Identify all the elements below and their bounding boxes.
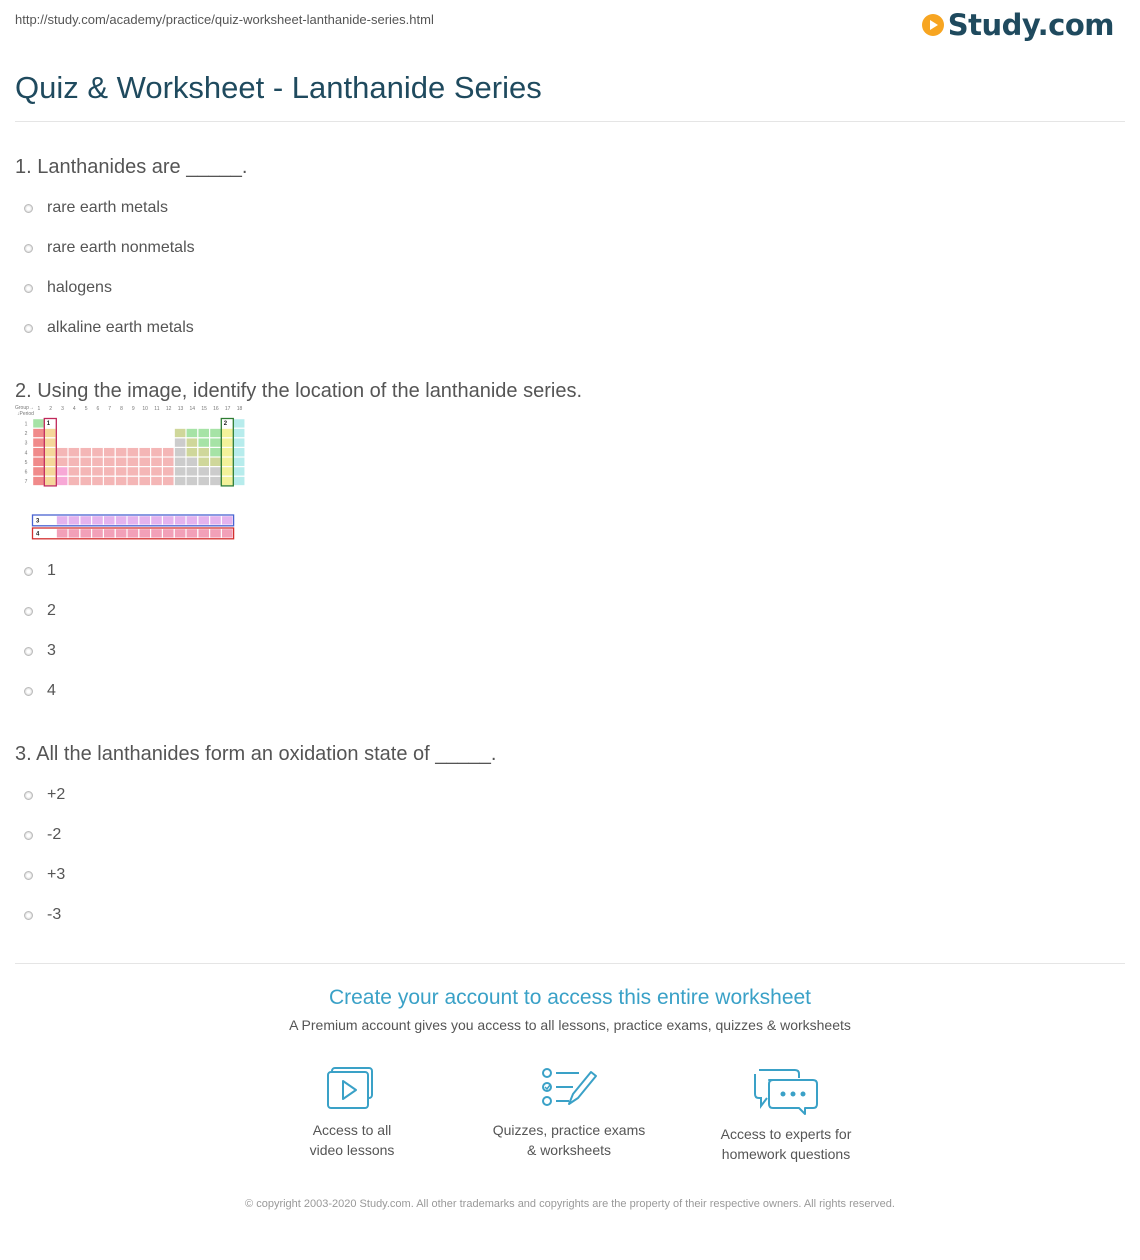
element-cell — [222, 457, 233, 466]
element-cell — [68, 529, 79, 538]
element-cell — [222, 516, 233, 525]
element-cell — [186, 516, 197, 525]
element-cell — [33, 429, 44, 438]
page-url: http://study.com/academy/practice/quiz-worksheet-lanthanide-series.html — [15, 12, 434, 27]
element-cell — [80, 529, 91, 538]
period-label: 7 — [24, 479, 28, 486]
element-cell — [80, 457, 91, 466]
chat-bubbles-icon — [753, 1066, 819, 1116]
element-cell — [92, 448, 103, 457]
option-label: 4 — [47, 682, 56, 699]
group-label: 16 — [213, 406, 219, 412]
element-cell — [163, 457, 174, 466]
copyright-footer: © copyright 2003-2020 Study.com. All other trademarks and copyrights are the property of their respective owners. All rights reserved. — [245, 1198, 895, 1210]
period-header: ↓Period — [17, 411, 34, 417]
option-2-c[interactable] — [24, 631, 56, 671]
feature-line: homework questions — [721, 1146, 851, 1162]
period-label: 4 — [24, 450, 28, 457]
element-cell — [92, 516, 103, 525]
element-cell — [68, 467, 79, 476]
group-label: 7 — [108, 406, 112, 412]
feature-text — [469, 1120, 669, 1160]
element-cell — [116, 477, 127, 486]
group-header: Group→ — [15, 405, 34, 411]
element-cell — [175, 438, 186, 447]
video-lesson-icon — [324, 1066, 380, 1112]
element-cell — [198, 529, 209, 538]
option-1-b[interactable] — [24, 228, 195, 268]
study-logo[interactable] — [922, 8, 1114, 42]
radio-icon[interactable] — [24, 911, 33, 920]
group-label: 2 — [49, 406, 53, 412]
element-cell — [222, 529, 233, 538]
element-cell — [198, 429, 209, 438]
radio-icon[interactable] — [24, 687, 33, 696]
period-label: 3 — [24, 440, 28, 447]
element-cell — [163, 477, 174, 486]
element-cell — [45, 438, 56, 447]
element-cell — [234, 438, 245, 447]
element-cell — [68, 477, 79, 486]
question-2-options — [24, 551, 56, 711]
element-cell — [45, 477, 56, 486]
play-logo-icon — [922, 14, 944, 36]
element-cell — [57, 516, 68, 525]
element-cell — [234, 477, 245, 486]
group-label: 4 — [72, 406, 76, 412]
option-2-d[interactable] — [24, 671, 56, 711]
element-cell — [57, 467, 68, 476]
element-cell — [175, 448, 186, 457]
element-cell — [139, 529, 150, 538]
element-cell — [139, 477, 150, 486]
element-cell — [198, 477, 209, 486]
option-2-b[interactable] — [24, 591, 56, 631]
group-label: 15 — [201, 406, 207, 412]
element-cell — [127, 516, 138, 525]
feature-quizzes — [469, 1066, 669, 1160]
element-cell — [234, 448, 245, 457]
element-cell — [116, 467, 127, 476]
element-cell — [186, 457, 197, 466]
element-cell — [210, 438, 221, 447]
logo-text: Study.com — [947, 8, 1114, 42]
element-cell — [127, 457, 138, 466]
element-cell — [186, 529, 197, 538]
group-label: 13 — [177, 406, 184, 412]
element-cell — [45, 467, 56, 476]
group-label: 3 — [61, 406, 64, 412]
element-cell — [92, 477, 103, 486]
element-cell — [80, 448, 91, 457]
element-cell — [222, 429, 233, 438]
feature-line: Access to all — [312, 1122, 392, 1138]
element-cell — [163, 467, 174, 476]
element-cell — [33, 438, 44, 447]
title-divider — [15, 121, 1125, 122]
question-3: 3. All the lanthanides form an oxidation state of _____. — [15, 743, 497, 765]
option-1-d[interactable] — [24, 308, 195, 348]
element-cell — [127, 448, 138, 457]
element-cell — [186, 438, 197, 447]
element-cell — [210, 457, 221, 466]
group-label: 14 — [189, 406, 196, 412]
element-cell — [175, 477, 186, 486]
option-1-a[interactable] — [24, 188, 195, 228]
group-label: 10 — [142, 406, 148, 412]
option-label: rare earth nonmetals — [47, 239, 195, 256]
element-cell — [80, 516, 91, 525]
element-cell — [175, 516, 186, 525]
element-cell — [186, 467, 197, 476]
element-cell — [163, 529, 174, 538]
element-cell — [57, 457, 68, 466]
element-cell — [68, 516, 79, 525]
element-cell — [127, 477, 138, 486]
element-cell — [92, 467, 103, 476]
group-label: 12 — [165, 406, 172, 412]
cta-title[interactable]: Create your account to access this entire worksheet — [328, 986, 812, 1009]
feature-line: Quizzes, practice exams — [492, 1122, 646, 1138]
element-cell — [210, 516, 221, 525]
element-cell — [234, 419, 245, 428]
option-label: +2 — [47, 786, 66, 803]
group-label: 5 — [84, 406, 88, 412]
element-cell — [57, 477, 68, 486]
group-label: 1 — [37, 406, 41, 412]
element-cell — [151, 448, 162, 457]
option-1-c[interactable] — [24, 268, 195, 308]
option-label: -2 — [47, 826, 62, 843]
marker-label: 4 — [36, 531, 40, 538]
element-cell — [57, 448, 68, 457]
group-label: 9 — [131, 406, 135, 412]
element-cell — [198, 457, 209, 466]
element-cell — [175, 429, 186, 438]
element-cell — [139, 448, 150, 457]
element-cell — [33, 467, 44, 476]
element-cell — [210, 529, 221, 538]
element-cell — [210, 477, 221, 486]
period-label: 1 — [24, 421, 28, 428]
cta-subtitle: A Premium account gives you access to all lessons, practice exams, quizzes & worksheets — [289, 1017, 851, 1033]
element-cell — [57, 529, 68, 538]
element-cell — [80, 467, 91, 476]
element-cell — [116, 529, 127, 538]
element-cell — [151, 457, 162, 466]
radio-icon[interactable] — [24, 791, 33, 800]
option-3-c[interactable] — [24, 855, 65, 895]
radio-icon[interactable] — [24, 204, 33, 213]
element-cell — [222, 438, 233, 447]
element-cell — [175, 457, 186, 466]
element-cell — [222, 467, 233, 476]
element-cell — [92, 457, 103, 466]
element-cell — [163, 516, 174, 525]
element-cell — [186, 448, 197, 457]
element-cell — [210, 448, 221, 457]
option-2-a[interactable] — [24, 551, 56, 591]
element-cell — [175, 467, 186, 476]
element-cell — [33, 457, 44, 466]
group-label: 6 — [96, 406, 100, 412]
period-label: 6 — [24, 469, 28, 476]
feature-text — [686, 1124, 886, 1164]
group-label: 18 — [236, 406, 243, 412]
option-label: rare earth metals — [47, 199, 168, 216]
radio-icon[interactable] — [24, 831, 33, 840]
option-3-a[interactable] — [24, 775, 65, 815]
element-cell — [139, 516, 150, 525]
element-cell — [210, 467, 221, 476]
element-cell — [151, 516, 162, 525]
feature-line: video lessons — [309, 1142, 395, 1158]
feature-experts — [686, 1066, 886, 1164]
element-cell — [151, 467, 162, 476]
option-label: 1 — [47, 562, 56, 579]
question-3-options — [24, 775, 65, 935]
option-label: alkaline earth metals — [47, 319, 194, 336]
marker-label: 1 — [46, 421, 51, 427]
quiz-checklist-icon — [539, 1066, 599, 1112]
option-label: halogens — [47, 279, 112, 296]
element-cell — [163, 448, 174, 457]
element-cell — [104, 448, 115, 457]
radio-icon[interactable] — [24, 324, 33, 333]
option-3-b[interactable] — [24, 815, 65, 855]
element-cell — [33, 419, 44, 428]
feature-video-lessons — [252, 1066, 452, 1160]
page-title: Quiz & Worksheet - Lanthanide Series — [15, 70, 542, 105]
periodic-table-figure — [15, 403, 267, 545]
element-cell — [127, 529, 138, 538]
element-cell — [80, 477, 91, 486]
radio-icon[interactable] — [24, 567, 33, 576]
element-cell — [198, 448, 209, 457]
element-cell — [175, 529, 186, 538]
group-label: 17 — [224, 406, 231, 412]
element-cell — [104, 467, 115, 476]
element-cell — [45, 429, 56, 438]
element-cell — [139, 457, 150, 466]
option-label: 3 — [47, 642, 56, 659]
element-cell — [33, 477, 44, 486]
element-cell — [116, 457, 127, 466]
element-cell — [45, 448, 56, 457]
group-label: 8 — [120, 406, 123, 412]
element-cell — [198, 516, 209, 525]
question-2: 2. Using the image, identify the location of the lanthanide series. — [15, 380, 583, 402]
period-label: 2 — [24, 431, 28, 438]
radio-icon[interactable] — [24, 647, 33, 656]
element-cell — [139, 467, 150, 476]
element-cell — [198, 438, 209, 447]
element-cell — [222, 477, 233, 486]
element-cell — [104, 457, 115, 466]
element-cell — [186, 477, 197, 486]
element-cell — [151, 477, 162, 486]
element-cell — [234, 467, 245, 476]
question-1-options — [24, 188, 195, 348]
element-cell — [68, 448, 79, 457]
element-cell — [210, 429, 221, 438]
element-cell — [104, 529, 115, 538]
top-bar — [0, 0, 1140, 48]
element-cell — [198, 467, 209, 476]
element-cell — [127, 467, 138, 476]
radio-icon[interactable] — [24, 284, 33, 293]
element-cell — [186, 429, 197, 438]
cta-divider — [15, 963, 1125, 964]
element-cell — [104, 477, 115, 486]
option-label: 2 — [47, 602, 56, 619]
feature-line: & worksheets — [526, 1142, 612, 1158]
option-label: -3 — [47, 906, 62, 923]
element-cell — [116, 448, 127, 457]
group-label: 11 — [154, 406, 160, 412]
element-cell — [151, 529, 162, 538]
marker-label: 2 — [223, 421, 228, 427]
element-cell — [68, 457, 79, 466]
element-cell — [222, 448, 233, 457]
option-label: +3 — [47, 866, 66, 883]
element-cell — [33, 448, 44, 457]
radio-icon[interactable] — [24, 871, 33, 880]
element-cell — [104, 516, 115, 525]
element-cell — [234, 457, 245, 466]
element-cell — [234, 429, 245, 438]
element-cell — [45, 457, 56, 466]
period-label: 5 — [24, 459, 28, 466]
option-3-d[interactable] — [24, 895, 65, 935]
marker-label: 3 — [36, 518, 40, 525]
question-1: 1. Lanthanides are _____. — [15, 156, 248, 178]
radio-icon[interactable] — [24, 244, 33, 253]
feature-text — [252, 1120, 452, 1160]
element-cell — [92, 529, 103, 538]
radio-icon[interactable] — [24, 607, 33, 616]
element-cell — [116, 516, 127, 525]
feature-line: Access to experts for — [720, 1126, 852, 1142]
